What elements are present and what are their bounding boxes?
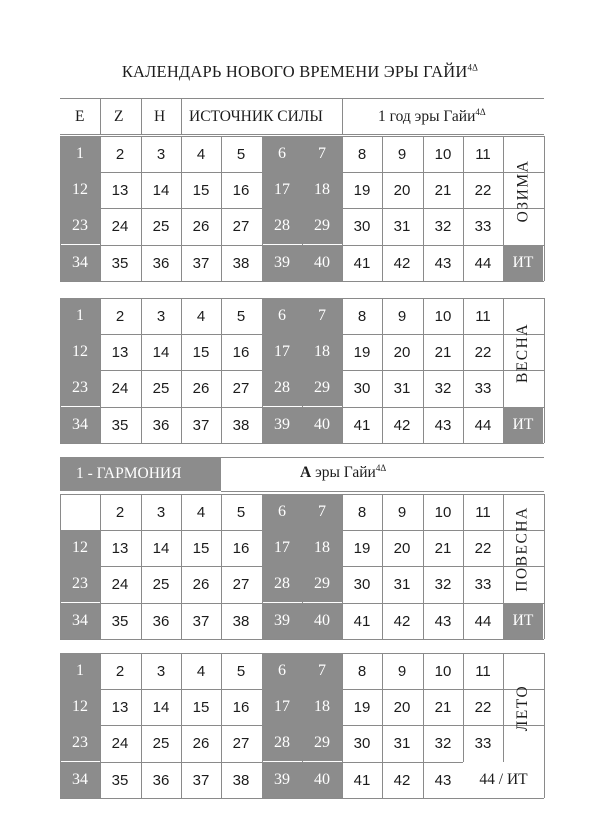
day-cell: 28 xyxy=(262,370,302,406)
day-cell: 27 xyxy=(232,379,250,397)
day-cell: 10 xyxy=(434,307,452,325)
day-cell: 16 xyxy=(232,181,250,199)
season-label xyxy=(503,653,543,762)
day-cell: 3 xyxy=(156,503,166,521)
day-cell: 25 xyxy=(152,217,170,235)
day-cell: 28 xyxy=(262,725,302,761)
day-cell: 8 xyxy=(357,307,367,325)
day-cell: 44 xyxy=(474,612,492,630)
day-cell: 21 xyxy=(434,181,452,199)
day-cell: 6 xyxy=(262,653,302,689)
day-cell: 22 xyxy=(474,539,492,557)
day-cell: 14 xyxy=(152,343,170,361)
day-cell: 11 xyxy=(475,662,491,680)
day-cell: 21 xyxy=(434,539,452,557)
day-cell: 23 xyxy=(60,725,100,761)
day-cell: 31 xyxy=(393,379,411,397)
grid-divider xyxy=(544,136,545,281)
day-cell: 43 xyxy=(434,416,452,434)
day-cell: 1 xyxy=(60,136,100,172)
day-cell: 2 xyxy=(115,145,125,163)
day-cell: 13 xyxy=(111,539,129,557)
day-cell: 41 xyxy=(353,771,371,789)
day-cell: 4 xyxy=(196,662,206,680)
grid-divider xyxy=(544,298,545,443)
day-cell: 22 xyxy=(474,343,492,361)
day-cell: 34 xyxy=(60,407,100,443)
day-cell: 14 xyxy=(152,181,170,199)
day-cell: 36 xyxy=(152,416,170,434)
day-cell: 39 xyxy=(262,762,302,798)
day-cell: 9 xyxy=(397,662,407,680)
header-e: Е xyxy=(75,108,85,125)
day-cell: 23 xyxy=(60,566,100,602)
day-cell: 32 xyxy=(434,734,452,752)
day-cell: 4 xyxy=(196,307,206,325)
day-cell: 29 xyxy=(302,370,342,406)
day-cell: 19 xyxy=(353,181,371,199)
day-cell: 39 xyxy=(262,245,302,281)
day-cell: 2 xyxy=(115,662,125,680)
day-cell: 11 xyxy=(475,307,491,325)
day-cell: 38 xyxy=(232,612,250,630)
day-cell: 30 xyxy=(353,575,371,593)
day-cell: 23 xyxy=(60,370,100,406)
day-cell: 7 xyxy=(302,136,342,172)
day-cell: 5 xyxy=(236,145,246,163)
day-cell: 37 xyxy=(192,416,210,434)
day-cell: 13 xyxy=(111,343,129,361)
day-cell: 26 xyxy=(192,217,210,235)
day-cell: 31 xyxy=(393,734,411,752)
day-cell: 20 xyxy=(393,181,411,199)
day-cell: 8 xyxy=(357,145,367,163)
day-cell: 33 xyxy=(474,379,492,397)
season-label-text: ПОВЕСНА xyxy=(514,505,532,592)
day-cell: 32 xyxy=(434,217,452,235)
day-cell: 20 xyxy=(393,539,411,557)
day-cell: 6 xyxy=(262,298,302,334)
day-cell: 35 xyxy=(111,254,129,272)
day-cell: 18 xyxy=(302,689,342,725)
day-cell: 9 xyxy=(397,503,407,521)
day-cell: 12 xyxy=(60,334,100,370)
day-cell: 43 xyxy=(434,771,452,789)
header-h: H xyxy=(154,108,166,125)
season-label-text: ЛЕТО xyxy=(514,684,532,731)
season-label xyxy=(503,298,543,407)
day-cell: 38 xyxy=(232,416,250,434)
day-cell: 37 xyxy=(192,254,210,272)
day-cell: 28 xyxy=(262,566,302,602)
day-cell: 8 xyxy=(357,662,367,680)
day-cell: 40 xyxy=(302,603,342,639)
header-bottom-rule xyxy=(60,134,544,135)
day-cell: 26 xyxy=(192,734,210,752)
header-divider xyxy=(342,98,343,134)
day-cell: 12 xyxy=(60,172,100,208)
day-cell: 14 xyxy=(152,698,170,716)
day-cell: 17 xyxy=(262,689,302,725)
day-cell: 41 xyxy=(353,254,371,272)
day-cell: 11 xyxy=(475,145,491,163)
day-cell xyxy=(60,494,100,530)
day-cell: 35 xyxy=(111,416,129,434)
day-cell: 27 xyxy=(232,217,250,235)
day-cell: 14 xyxy=(152,539,170,557)
grid-divider xyxy=(544,494,545,639)
day-cell: 15 xyxy=(192,539,210,557)
header-year xyxy=(378,108,486,126)
day-cell: 11 xyxy=(475,503,491,521)
day-cell: 22 xyxy=(474,698,492,716)
day-cell: 44 xyxy=(474,416,492,434)
day-cell: 4 xyxy=(196,145,206,163)
day-cell: 26 xyxy=(192,379,210,397)
day-cell: 35 xyxy=(111,612,129,630)
day-cell: 29 xyxy=(302,725,342,761)
day-cell: 22 xyxy=(474,181,492,199)
day-cell: 24 xyxy=(111,575,129,593)
total-cell: ИТ xyxy=(503,245,543,281)
day-cell: 32 xyxy=(434,575,452,593)
header-year-text: 1 год эры Гайи xyxy=(378,108,476,125)
day-cell: 9 xyxy=(397,145,407,163)
day-cell: 10 xyxy=(434,145,452,163)
day-cell: 10 xyxy=(434,503,452,521)
title-superscript: 4Δ xyxy=(467,62,479,73)
day-cell: 24 xyxy=(111,734,129,752)
grid-rule xyxy=(60,639,544,640)
day-cell: 42 xyxy=(393,416,411,434)
era-label-bold: A xyxy=(300,464,312,481)
day-cell: 15 xyxy=(192,181,210,199)
day-cell: 16 xyxy=(232,698,250,716)
day-cell: 29 xyxy=(302,208,342,244)
separator-top-rule xyxy=(221,457,544,458)
day-cell: 12 xyxy=(60,530,100,566)
header-divider xyxy=(100,98,101,134)
day-cell: 40 xyxy=(302,407,342,443)
day-cell: 19 xyxy=(353,343,371,361)
day-cell: 42 xyxy=(393,771,411,789)
day-cell: 34 xyxy=(60,603,100,639)
calendar-title xyxy=(60,62,540,82)
day-cell: 6 xyxy=(262,494,302,530)
day-cell: 13 xyxy=(111,181,129,199)
day-cell: 30 xyxy=(353,379,371,397)
day-cell: 5 xyxy=(236,662,246,680)
day-cell: 35 xyxy=(111,771,129,789)
day-cell: 39 xyxy=(262,407,302,443)
separator-bottom-rule xyxy=(221,491,544,492)
day-cell: 1 xyxy=(60,653,100,689)
day-cell: 40 xyxy=(302,245,342,281)
day-cell: 1 xyxy=(60,298,100,334)
day-cell: 27 xyxy=(232,734,250,752)
day-cell: 33 xyxy=(474,217,492,235)
day-cell: 41 xyxy=(353,416,371,434)
harmony-label: 1 - ГАРМОНИЯ xyxy=(60,457,221,491)
day-cell: 44 xyxy=(474,254,492,272)
day-cell: 3 xyxy=(156,307,166,325)
day-cell: 25 xyxy=(152,379,170,397)
day-cell: 25 xyxy=(152,734,170,752)
day-cell: 24 xyxy=(111,217,129,235)
day-cell: 7 xyxy=(302,298,342,334)
day-cell: 42 xyxy=(393,254,411,272)
day-cell: 12 xyxy=(60,689,100,725)
day-cell: 24 xyxy=(111,379,129,397)
day-cell: 31 xyxy=(393,575,411,593)
header-top-rule xyxy=(60,98,544,99)
day-cell: 37 xyxy=(192,771,210,789)
day-cell: 33 xyxy=(474,734,492,752)
era-label-text: эры Гайи xyxy=(311,464,376,481)
grid-divider xyxy=(544,653,545,798)
day-cell: 36 xyxy=(152,612,170,630)
day-cell: 30 xyxy=(353,734,371,752)
day-cell: 15 xyxy=(192,698,210,716)
day-cell: 17 xyxy=(262,172,302,208)
header-divider xyxy=(181,98,182,134)
day-cell: 42 xyxy=(393,612,411,630)
day-cell: 7 xyxy=(302,653,342,689)
day-cell: 43 xyxy=(434,254,452,272)
day-cell: 41 xyxy=(353,612,371,630)
day-cell: 25 xyxy=(152,575,170,593)
day-cell: 8 xyxy=(357,503,367,521)
day-cell: 38 xyxy=(232,771,250,789)
day-cell: 2 xyxy=(115,503,125,521)
header-source-of-power: ИСТОЧНИК СИЛЫ xyxy=(189,108,323,125)
day-cell: 18 xyxy=(302,530,342,566)
day-cell: 15 xyxy=(192,343,210,361)
day-cell: 21 xyxy=(434,698,452,716)
day-cell: 10 xyxy=(434,662,452,680)
season-label xyxy=(503,136,543,245)
day-cell: 32 xyxy=(434,379,452,397)
day-cell: 16 xyxy=(232,539,250,557)
day-cell: 27 xyxy=(232,575,250,593)
day-cell: 20 xyxy=(393,343,411,361)
day-cell: 5 xyxy=(236,503,246,521)
day-cell: 40 xyxy=(302,762,342,798)
day-cell: 5 xyxy=(236,307,246,325)
day-cell: 3 xyxy=(156,145,166,163)
season-label-text: ВЕСНА xyxy=(514,322,532,383)
day-cell: 18 xyxy=(302,172,342,208)
day-cell: 18 xyxy=(302,334,342,370)
total-cell: ИТ xyxy=(503,407,543,443)
day-cell: 3 xyxy=(156,662,166,680)
grid-rule xyxy=(60,443,544,444)
day-cell: 19 xyxy=(353,698,371,716)
header-z: Z xyxy=(114,108,124,125)
day-cell: 17 xyxy=(262,334,302,370)
total-cell: 44 / ИТ xyxy=(463,762,544,798)
day-cell: 13 xyxy=(111,698,129,716)
day-cell: 36 xyxy=(152,254,170,272)
day-cell: 38 xyxy=(232,254,250,272)
day-cell: 16 xyxy=(232,343,250,361)
day-cell: 7 xyxy=(302,494,342,530)
season-label xyxy=(503,494,543,603)
day-cell: 29 xyxy=(302,566,342,602)
grid-rule xyxy=(60,798,544,799)
title-text: КАЛЕНДАРЬ НОВОГО ВРЕМЕНИ ЭРЫ ГАЙИ xyxy=(121,62,468,81)
grid-rule xyxy=(60,281,544,282)
day-cell: 17 xyxy=(262,530,302,566)
header-year-superscript: 4Δ xyxy=(475,106,486,117)
day-cell: 4 xyxy=(196,503,206,521)
day-cell: 39 xyxy=(262,603,302,639)
day-cell: 2 xyxy=(115,307,125,325)
total-cell: ИТ xyxy=(503,603,543,639)
day-cell: 43 xyxy=(434,612,452,630)
day-cell: 33 xyxy=(474,575,492,593)
day-cell: 28 xyxy=(262,208,302,244)
day-cell: 31 xyxy=(393,217,411,235)
day-cell: 36 xyxy=(152,771,170,789)
day-cell: 30 xyxy=(353,217,371,235)
day-cell: 26 xyxy=(192,575,210,593)
day-cell: 6 xyxy=(262,136,302,172)
day-cell: 21 xyxy=(434,343,452,361)
era-label xyxy=(300,464,386,482)
season-label-text: ОЗИМА xyxy=(514,159,532,222)
day-cell: 34 xyxy=(60,245,100,281)
day-cell: 20 xyxy=(393,698,411,716)
day-cell: 23 xyxy=(60,208,100,244)
day-cell: 9 xyxy=(397,307,407,325)
header-divider xyxy=(141,98,142,134)
day-cell: 19 xyxy=(353,539,371,557)
day-cell: 37 xyxy=(192,612,210,630)
day-cell: 34 xyxy=(60,762,100,798)
era-label-superscript: 4Δ xyxy=(375,462,387,473)
